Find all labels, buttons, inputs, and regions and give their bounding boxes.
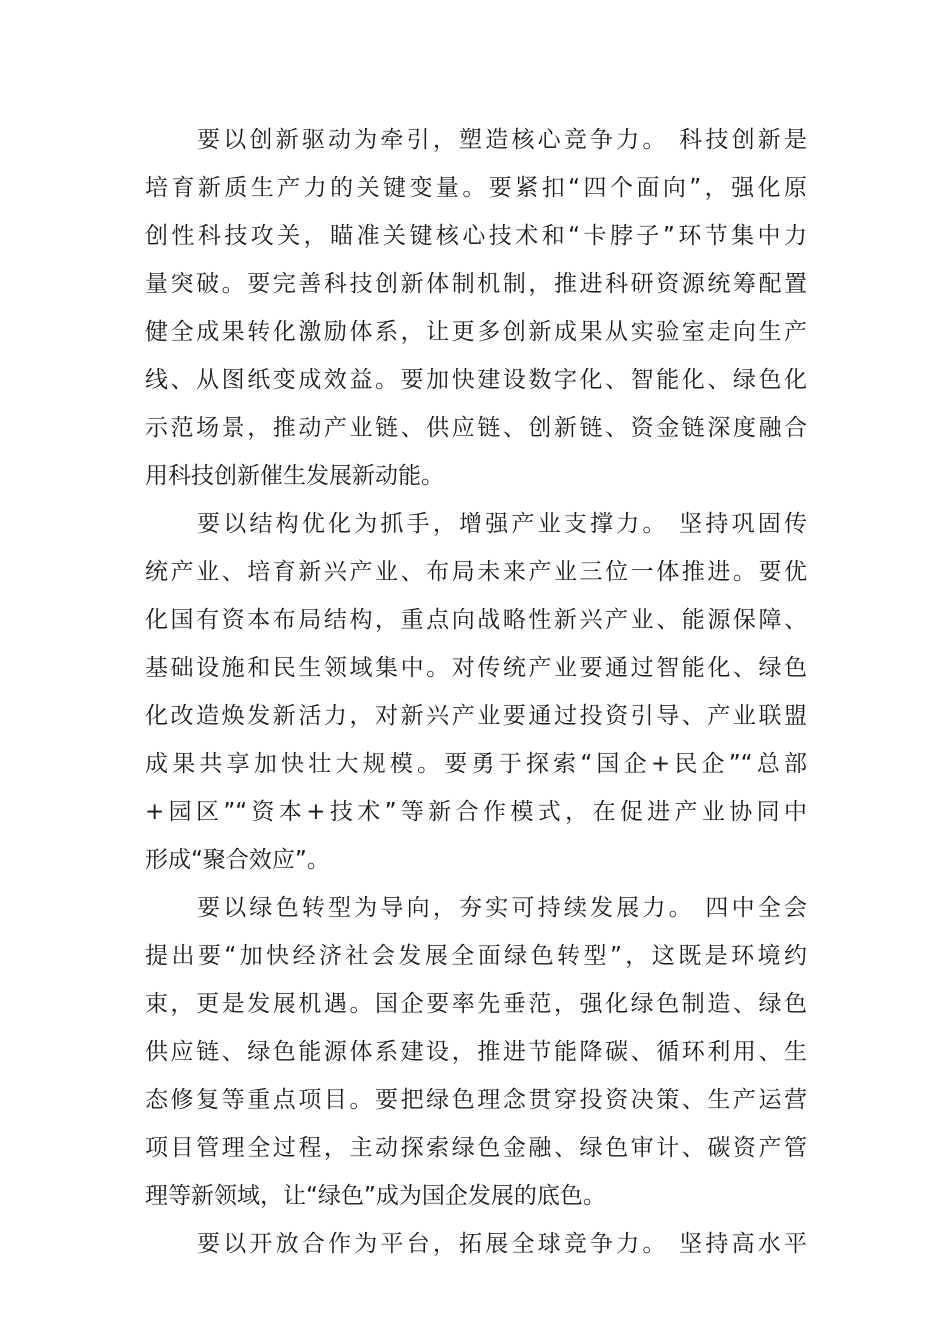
paragraph-1-line-6: 线、从图纸变成效益。要加快建设数字化、智能化、绿色化 bbox=[145, 367, 807, 393]
paragraph-1-line-5: 健全成果转化激励体系，让更多创新成果从实验室走向生产 bbox=[145, 319, 807, 345]
paragraph-3-line-2: 提出要“加快经济社会发展全面绿色转型”，这既是环境约 bbox=[145, 943, 807, 969]
paragraph-2-line-2: 统产业、培育新兴产业、布局未来产业三位一体推进。要优 bbox=[145, 559, 807, 585]
paragraph-1-line-4: 量突破。要完善科技创新体制机制，推进科研资源统筹配置 bbox=[145, 271, 807, 297]
paragraph-2-line-6: 成果共享加快壮大规模。要勇于探索“国企+民企”“总部 bbox=[145, 751, 807, 777]
paragraph-2-line-5: 化改造焕发新活力，对新兴产业要通过投资引导、产业联盟 bbox=[145, 703, 807, 729]
paragraph-2-line-1: 要以结构优化为抓手，增强产业支撑力。 坚持巩固传 bbox=[197, 511, 807, 537]
paragraph-4-line-1: 要以开放合作为平台，拓展全球竞争力。 坚持高水平 bbox=[197, 1231, 807, 1257]
paragraph-1-line-3: 创性科技攻关，瞄准关键核心技术和“卡脖子”环节集中力 bbox=[145, 223, 807, 249]
paragraph-3-line-7: 理等新领域，让“绿色”成为国企发展的底色。 bbox=[145, 1183, 606, 1209]
paragraph-2-line-8: 形成“聚合效应”。 bbox=[145, 847, 330, 873]
paragraph-2-line-7: +园区”“资本+技术”等新合作模式，在促进产业协同中 bbox=[145, 799, 807, 825]
paragraph-1-line-8: 用科技创新催生发展新动能。 bbox=[145, 463, 444, 489]
paragraph-3-line-6: 项目管理全过程，主动探索绿色金融、绿色审计、碳资产管 bbox=[145, 1135, 807, 1161]
paragraph-2-line-4: 基础设施和民生领域集中。对传统产业要通过智能化、绿色 bbox=[145, 655, 807, 681]
paragraph-3-line-5: 态修复等重点项目。要把绿色理念贯穿投资决策、生产运营 bbox=[145, 1087, 807, 1113]
paragraph-1-line-7: 示范场景，推动产业链、供应链、创新链、资金链深度融合 bbox=[145, 415, 807, 441]
paragraph-3-line-1: 要以绿色转型为导向，夯实可持续发展力。 四中全会 bbox=[197, 895, 807, 921]
paragraph-1-line-1: 要以创新驱动为牵引，塑造核心竞争力。 科技创新是 bbox=[197, 127, 807, 153]
paragraph-2-line-3: 化国有资本布局结构，重点向战略性新兴产业、能源保障、 bbox=[145, 607, 807, 633]
paragraph-1-line-2: 培育新质生产力的关键变量。要紧扣“四个面向”，强化原 bbox=[145, 175, 807, 201]
paragraph-3-line-4: 供应链、绿色能源体系建设，推进节能降碳、循环利用、生 bbox=[145, 1039, 807, 1065]
paragraph-3-line-3: 束，更是发展机遇。国企要率先垂范，强化绿色制造、绿色 bbox=[145, 991, 807, 1017]
